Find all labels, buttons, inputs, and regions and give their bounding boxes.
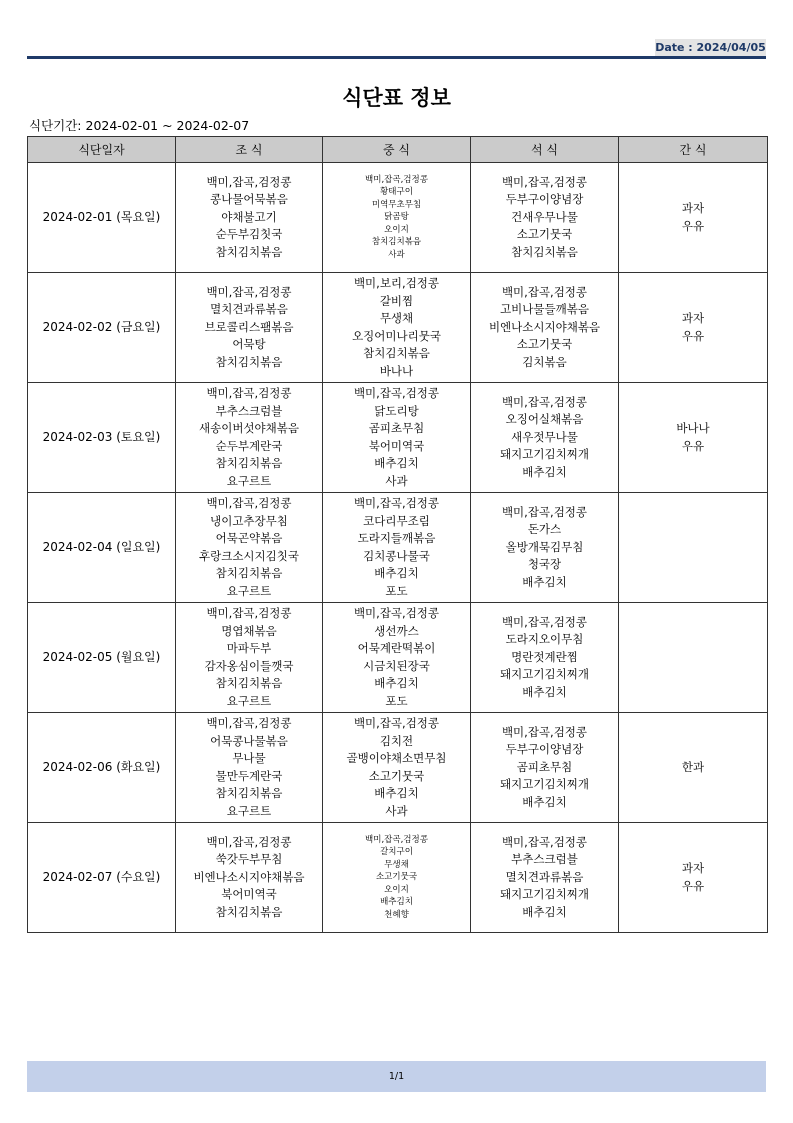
lunch-item: 바나나 — [379, 363, 414, 378]
dinner-item: 건새우무나물 — [511, 209, 578, 224]
breakfast-item: 요구르트 — [226, 473, 272, 488]
dinner-cell — [471, 603, 619, 713]
lunch-cell — [323, 823, 471, 933]
lunch-item: 참치김치볶음 — [371, 237, 422, 248]
table-row — [28, 823, 768, 933]
lunch-item: 배추김치 — [374, 676, 419, 690]
lunch-cell — [323, 163, 471, 273]
page-title: 식단표 정보 — [342, 86, 451, 110]
dinner-item: 백미,잡곡,검정콩 — [501, 394, 588, 409]
breakfast-item: 북어미역국 — [221, 887, 277, 902]
breakfast-item: 야채불고기 — [221, 209, 277, 224]
lunch-cell — [323, 273, 471, 383]
dinner-item: 돼지고기김치찌개 — [500, 447, 589, 462]
table-row — [28, 383, 768, 493]
lunch-item: 갈비찜 — [379, 293, 414, 308]
breakfast-item: 후랑크소시지김칫국 — [199, 548, 299, 563]
dinner-item: 배추김치 — [522, 574, 567, 589]
dinner-cell — [471, 163, 619, 273]
breakfast-item: 요구르트 — [226, 583, 272, 598]
breakfast-item: 참치김치볶음 — [215, 786, 283, 800]
dinner-cell — [471, 273, 619, 383]
snack-cell — [619, 713, 768, 823]
lunch-item: 미역무초무침 — [371, 199, 422, 210]
breakfast-item: 명엽채볶음 — [221, 623, 277, 638]
breakfast-item: 물만두계란국 — [215, 768, 283, 783]
dinner-item: 참치김치볶음 — [511, 244, 578, 259]
breakfast-item: 콩나물어묵볶음 — [210, 192, 288, 207]
breakfast-item: 참치김치볶음 — [215, 566, 283, 580]
dinner-item: 두부구이양념장 — [505, 192, 584, 207]
column-header-dinner: 석 식 — [471, 137, 619, 163]
breakfast-item: 백미,잡곡,검정콩 — [206, 834, 292, 849]
lunch-item: 배추김치 — [374, 456, 419, 470]
dinner-item: 백미,잡곡,검정콩 — [501, 504, 588, 519]
lunch-item: 백미,잡곡,검정콩 — [365, 834, 428, 845]
dinner-item: 백미,잡곡,검정콩 — [501, 174, 588, 189]
lunch-item: 포도 — [385, 693, 408, 708]
menu-date: 2024-02-03 (토요일) — [28, 383, 176, 493]
column-header-breakfast: 조 식 — [176, 137, 323, 163]
dinner-cell — [471, 823, 619, 933]
lunch-item: 생선까스 — [374, 623, 419, 638]
lunch-item: 배추김치 — [380, 897, 413, 908]
breakfast-item: 순두부김칫국 — [215, 227, 283, 242]
print-date: Date : 2024/04/05 — [655, 41, 766, 54]
breakfast-item: 백미,잡곡,검정콩 — [206, 386, 292, 400]
lunch-item: 닭곰탕 — [384, 212, 409, 223]
breakfast-cell — [176, 163, 323, 273]
dinner-item: 백미,잡곡,검정콩 — [501, 614, 588, 629]
snack-item: 과자 — [681, 201, 705, 215]
lunch-item: 소고기뭇국 — [375, 872, 418, 883]
lunch-item: 무생채 — [379, 311, 414, 325]
lunch-item: 천혜향 — [384, 909, 409, 920]
snack-item: 우유 — [681, 328, 705, 343]
breakfast-item: 어묵콩나물볶음 — [210, 733, 288, 748]
header-divider — [27, 56, 766, 59]
dinner-item: 명란젓계란찜 — [511, 649, 578, 664]
breakfast-cell — [176, 603, 323, 713]
breakfast-item: 비엔나소시지야채볶음 — [193, 869, 305, 884]
snack-cell — [619, 273, 768, 383]
column-header-date: 식단일자 — [28, 137, 176, 163]
dinner-item: 소고기뭇국 — [516, 227, 573, 242]
table-header-row — [28, 137, 768, 163]
lunch-item: 북어미역국 — [368, 438, 425, 453]
lunch-item: 사과 — [388, 249, 405, 260]
lunch-cell — [323, 713, 471, 823]
breakfast-item: 백미,잡곡,검정콩 — [206, 174, 292, 189]
lunch-item: 사과 — [385, 803, 408, 818]
breakfast-item: 부추스크럼블 — [215, 403, 283, 418]
lunch-item: 오이지 — [384, 224, 409, 235]
dinner-item: 고비나물들깨볶음 — [500, 302, 589, 317]
lunch-item: 사과 — [385, 473, 408, 488]
menu-date: 2024-02-02 (금요일) — [28, 273, 176, 383]
menu-table — [27, 136, 768, 933]
breakfast-item: 백미,잡곡,검정콩 — [206, 606, 292, 620]
snack-cell — [619, 823, 768, 933]
table-row — [28, 603, 768, 713]
snack-item: 우유 — [681, 878, 705, 893]
breakfast-cell — [176, 823, 323, 933]
lunch-item: 참치김치볶음 — [363, 346, 430, 360]
lunch-item: 무생채 — [384, 859, 409, 870]
dinner-item: 돈가스 — [527, 522, 562, 537]
menu-date: 2024-02-01 (목요일) — [28, 163, 176, 273]
lunch-cell — [323, 603, 471, 713]
breakfast-item: 어묵탕 — [232, 337, 266, 352]
column-header-lunch: 중 식 — [323, 137, 471, 163]
dinner-cell — [471, 713, 619, 823]
dinner-item: 배추김치 — [522, 904, 567, 919]
breakfast-item: 냉이고추장무침 — [210, 513, 288, 528]
menu-date: 2024-02-06 (화요일) — [28, 713, 176, 823]
dinner-item: 곰피초무침 — [516, 759, 573, 774]
breakfast-item: 브로콜리스팸볶음 — [204, 319, 294, 334]
snack-item: 과자 — [681, 861, 705, 875]
menu-date: 2024-02-07 (수요일) — [28, 823, 176, 933]
lunch-item: 백미,잡곡,검정콩 — [353, 496, 440, 510]
page-number: 1/1 — [388, 1071, 405, 1082]
menu-date: 2024-02-05 (월요일) — [28, 603, 176, 713]
dinner-item: 비엔나소시지야채볶음 — [488, 319, 601, 334]
lunch-item: 코다리무조림 — [363, 513, 430, 528]
breakfast-item: 쑥갓두부무침 — [215, 852, 283, 867]
dinner-item: 백미,잡곡,검정콩 — [501, 834, 588, 849]
breakfast-cell — [176, 273, 323, 383]
breakfast-item: 백미,잡곡,검정콩 — [206, 284, 292, 299]
page-footer — [27, 1061, 766, 1092]
dinner-cell — [471, 493, 619, 603]
lunch-item: 갈치구이 — [380, 847, 413, 858]
dinner-item: 배추김치 — [522, 684, 567, 699]
dinner-item: 오징어실채볶음 — [505, 412, 584, 427]
snack-item: 우유 — [681, 438, 705, 453]
dinner-cell — [471, 383, 619, 493]
lunch-item: 도라지들깨볶음 — [357, 531, 436, 545]
breakfast-item: 참치김치볶음 — [215, 244, 283, 259]
breakfast-item: 요구르트 — [226, 803, 272, 818]
dinner-item: 백미,잡곡,검정콩 — [501, 284, 588, 299]
lunch-item: 시금치된장국 — [363, 658, 430, 673]
lunch-item: 백미,잡곡,검정콩 — [353, 716, 440, 730]
dinner-item: 도라지오이무침 — [505, 632, 584, 647]
dinner-item: 부추스크럼블 — [511, 852, 578, 867]
dinner-item: 배추김치 — [522, 794, 567, 809]
breakfast-item: 참치김치볶음 — [215, 354, 283, 369]
snack-cell — [619, 383, 768, 493]
snack-cell — [619, 603, 768, 713]
dinner-item: 멸치견과류볶음 — [505, 869, 584, 884]
lunch-item: 포도 — [385, 583, 408, 598]
dinner-item: 돼지고기김치찌개 — [500, 777, 589, 792]
dinner-item: 청국장 — [527, 557, 562, 572]
breakfast-item: 마파두부 — [226, 641, 272, 655]
lunch-item: 곰피초무침 — [368, 421, 425, 435]
breakfast-item: 백미,잡곡,검정콩 — [206, 716, 292, 730]
breakfast-cell — [176, 713, 323, 823]
lunch-item: 배추김치 — [374, 786, 419, 800]
menu-date: 2024-02-04 (일요일) — [28, 493, 176, 603]
breakfast-cell — [176, 493, 323, 603]
lunch-item: 닭도리탕 — [374, 403, 419, 418]
lunch-item: 김치전 — [379, 733, 414, 748]
table-row — [28, 713, 768, 823]
lunch-item: 어묵계란떡볶이 — [357, 641, 436, 655]
dinner-item: 올방개묵김무침 — [505, 539, 584, 554]
snack-cell — [619, 163, 768, 273]
lunch-cell — [323, 383, 471, 493]
table-row — [28, 493, 768, 603]
breakfast-item: 참치김치볶음 — [215, 676, 283, 690]
breakfast-item: 순두부계란국 — [215, 438, 283, 453]
dinner-item: 돼지고기김치찌개 — [500, 887, 589, 902]
dinner-item: 김치볶음 — [522, 354, 567, 369]
lunch-item: 황태구이 — [380, 187, 413, 198]
table-row — [28, 273, 768, 383]
breakfast-item: 참치김치볶음 — [215, 456, 283, 470]
snack-item: 바나나 — [676, 421, 710, 435]
breakfast-item: 새송이버섯야채볶음 — [199, 421, 299, 435]
menu-period: 식단기간: 2024-02-01 ~ 2024-02-07 — [29, 118, 250, 133]
breakfast-cell — [176, 383, 323, 493]
breakfast-item: 무나물 — [232, 751, 266, 765]
snack-cell — [619, 493, 768, 603]
column-header-snack: 간 식 — [619, 137, 768, 163]
dinner-item: 두부구이양념장 — [505, 742, 584, 757]
breakfast-item: 멸치견과류볶음 — [210, 302, 288, 317]
table-row — [28, 163, 768, 273]
snack-item: 우유 — [681, 218, 705, 233]
lunch-item: 소고기뭇국 — [368, 768, 425, 783]
table-body — [28, 163, 768, 933]
lunch-item: 백미,잡곡,검정콩 — [353, 606, 440, 620]
lunch-item: 백미,보리,검정콩 — [353, 276, 440, 290]
dinner-item: 새우젓무나물 — [511, 429, 578, 444]
snack-item: 한과 — [681, 759, 705, 774]
dinner-item: 돼지고기김치찌개 — [500, 667, 589, 682]
lunch-item: 배추김치 — [374, 566, 419, 580]
lunch-item: 김치콩나물국 — [363, 548, 430, 563]
breakfast-item: 참치김치볶음 — [215, 904, 283, 919]
lunch-item: 백미,잡곡,검정콩 — [365, 174, 428, 185]
lunch-item: 오이지 — [384, 884, 409, 895]
lunch-cell — [323, 493, 471, 603]
breakfast-item: 요구르트 — [226, 693, 272, 708]
breakfast-item: 어묵곤약볶음 — [215, 531, 283, 545]
breakfast-item: 백미,잡곡,검정콩 — [206, 496, 292, 510]
lunch-item: 오징어미나리뭇국 — [352, 328, 441, 343]
lunch-item: 골뱅이야채소면무침 — [346, 751, 447, 765]
dinner-item: 소고기뭇국 — [516, 337, 573, 352]
snack-item: 과자 — [681, 311, 705, 325]
lunch-item: 백미,잡곡,검정콩 — [353, 386, 440, 400]
dinner-item: 백미,잡곡,검정콩 — [501, 724, 588, 739]
dinner-item: 배추김치 — [522, 464, 567, 479]
breakfast-item: 감자옹심이들깻국 — [204, 658, 294, 673]
